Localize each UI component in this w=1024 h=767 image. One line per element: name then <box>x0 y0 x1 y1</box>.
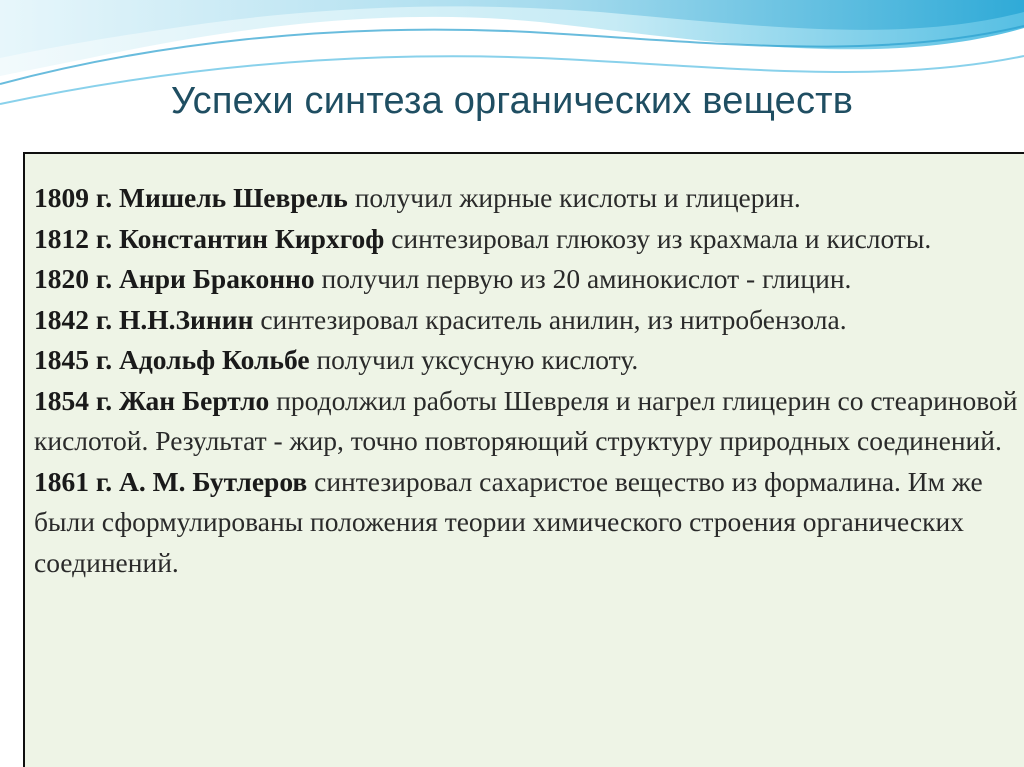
entry-name: Анри Браконно <box>119 263 315 294</box>
entry <box>34 259 1024 300</box>
entry-name: Адольф Кольбе <box>119 344 310 375</box>
entry-year: 1809 г. <box>34 182 113 213</box>
entry <box>34 300 1024 341</box>
entry-name: Мишель Шеврель <box>119 182 348 213</box>
entry-text: получил уксусную кислоту. <box>316 344 639 375</box>
entry-text: продолжил работы Шевреля и нагрел глицерин со стеариновой кислотой. Результат - жир, точно повторяющий структуру природных соединений. <box>34 384 1018 456</box>
entries-list <box>34 178 1024 583</box>
entry-name: Константин Кирхгоф <box>119 222 385 254</box>
entry-text: синтезировал краситель анилин, из нитробензола. <box>260 303 847 335</box>
entry-year: 1854 г. <box>34 384 113 416</box>
entry-year: 1842 г. <box>34 303 113 335</box>
entry-text: синтезировал сахаристое вещество из формалина. Им же были сформулированы положения теории химического строения органических соединений. <box>34 465 983 578</box>
entry-text: получил первую из 20 аминокислот - глицин. <box>321 263 852 294</box>
entry-text: получил жирные кислоты и глицерин. <box>354 182 801 213</box>
entry <box>34 340 1024 381</box>
content-box <box>23 152 1024 767</box>
entry-text: синтезировал глюкозу из крахмала и кислоты. <box>391 222 932 254</box>
entry-name: Н.Н.Зинин <box>119 303 254 335</box>
entry-name: Жан Бертло <box>119 384 270 416</box>
entry <box>34 381 1024 462</box>
entry-name: А. М. Бутлеров <box>119 465 308 497</box>
entry <box>34 219 1024 260</box>
entry <box>34 462 1024 584</box>
page-title: Успехи синтеза органических веществ <box>170 80 854 122</box>
entry-year: 1820 г. <box>34 263 113 294</box>
entry <box>34 178 1024 219</box>
entry-year: 1812 г. <box>34 222 113 254</box>
entry-year: 1845 г. <box>34 344 113 375</box>
entry-year: 1861 г. <box>34 465 113 497</box>
